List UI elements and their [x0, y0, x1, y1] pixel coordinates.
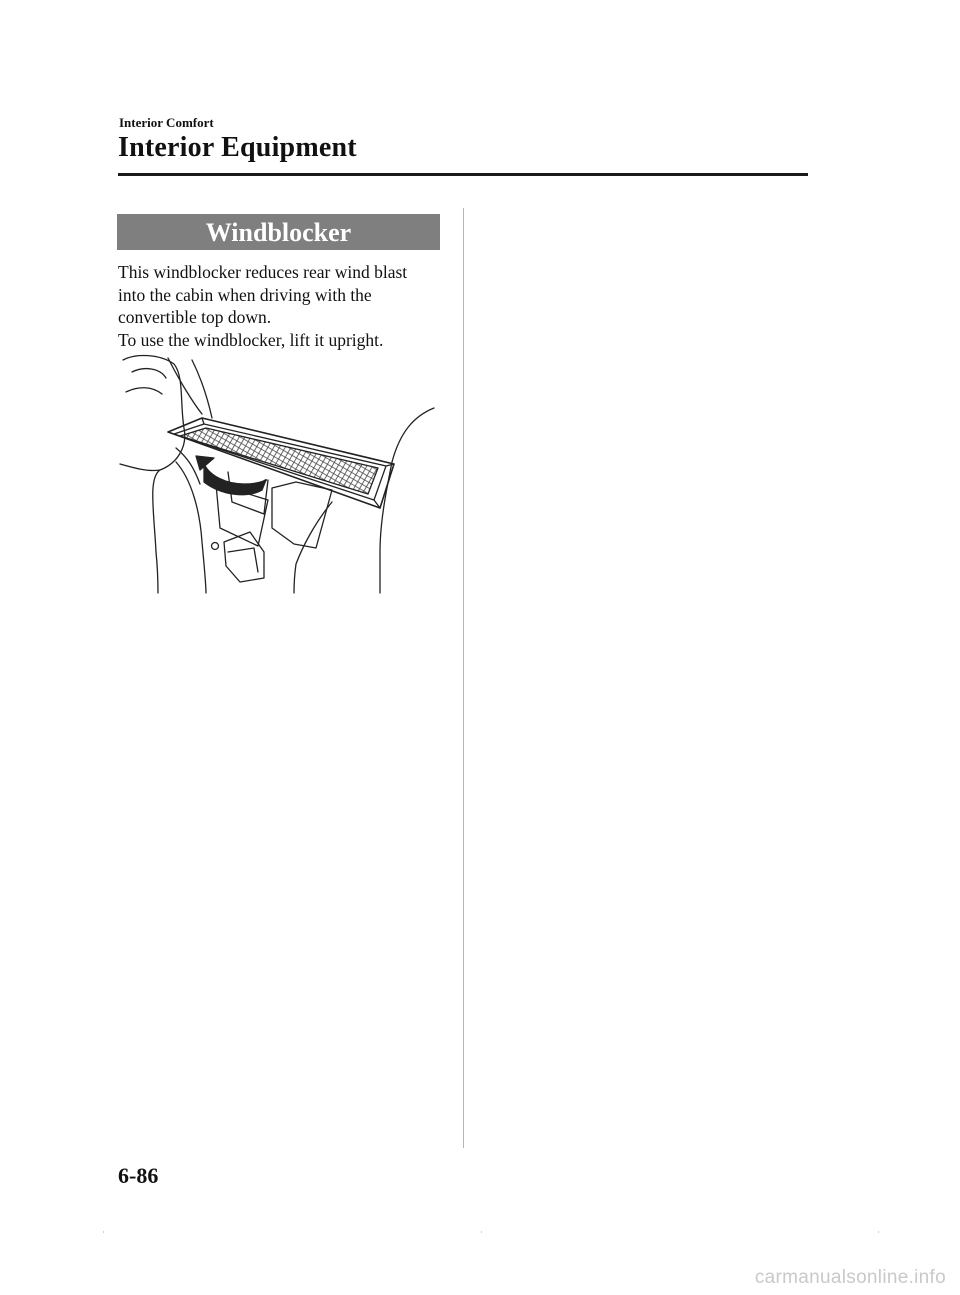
windblocker-lift-icon: [118, 352, 440, 594]
windblocker-illustration: [118, 352, 440, 594]
page-title: Interior Equipment: [118, 132, 357, 163]
section-label: Interior Comfort: [119, 115, 214, 130]
body-line: into the cabin when driving with the: [118, 284, 372, 305]
footer-tick: [103, 1231, 104, 1233]
page-number: 6-86: [118, 1163, 159, 1188]
footer-tick: [878, 1231, 879, 1233]
body-paragraph: [118, 261, 448, 351]
footer-tick: [481, 1231, 482, 1233]
body-line: convertible top down.: [118, 307, 272, 327]
watermark-text: carmanualsonline.info: [754, 1267, 946, 1288]
body-line: This windblocker reduces rear wind blast: [118, 262, 408, 282]
body-line: To use the windblocker, lift it upright.: [118, 329, 384, 350]
section-heading: Windblocker: [117, 214, 440, 250]
column-divider: [463, 208, 464, 1148]
title-rule: [118, 173, 808, 176]
